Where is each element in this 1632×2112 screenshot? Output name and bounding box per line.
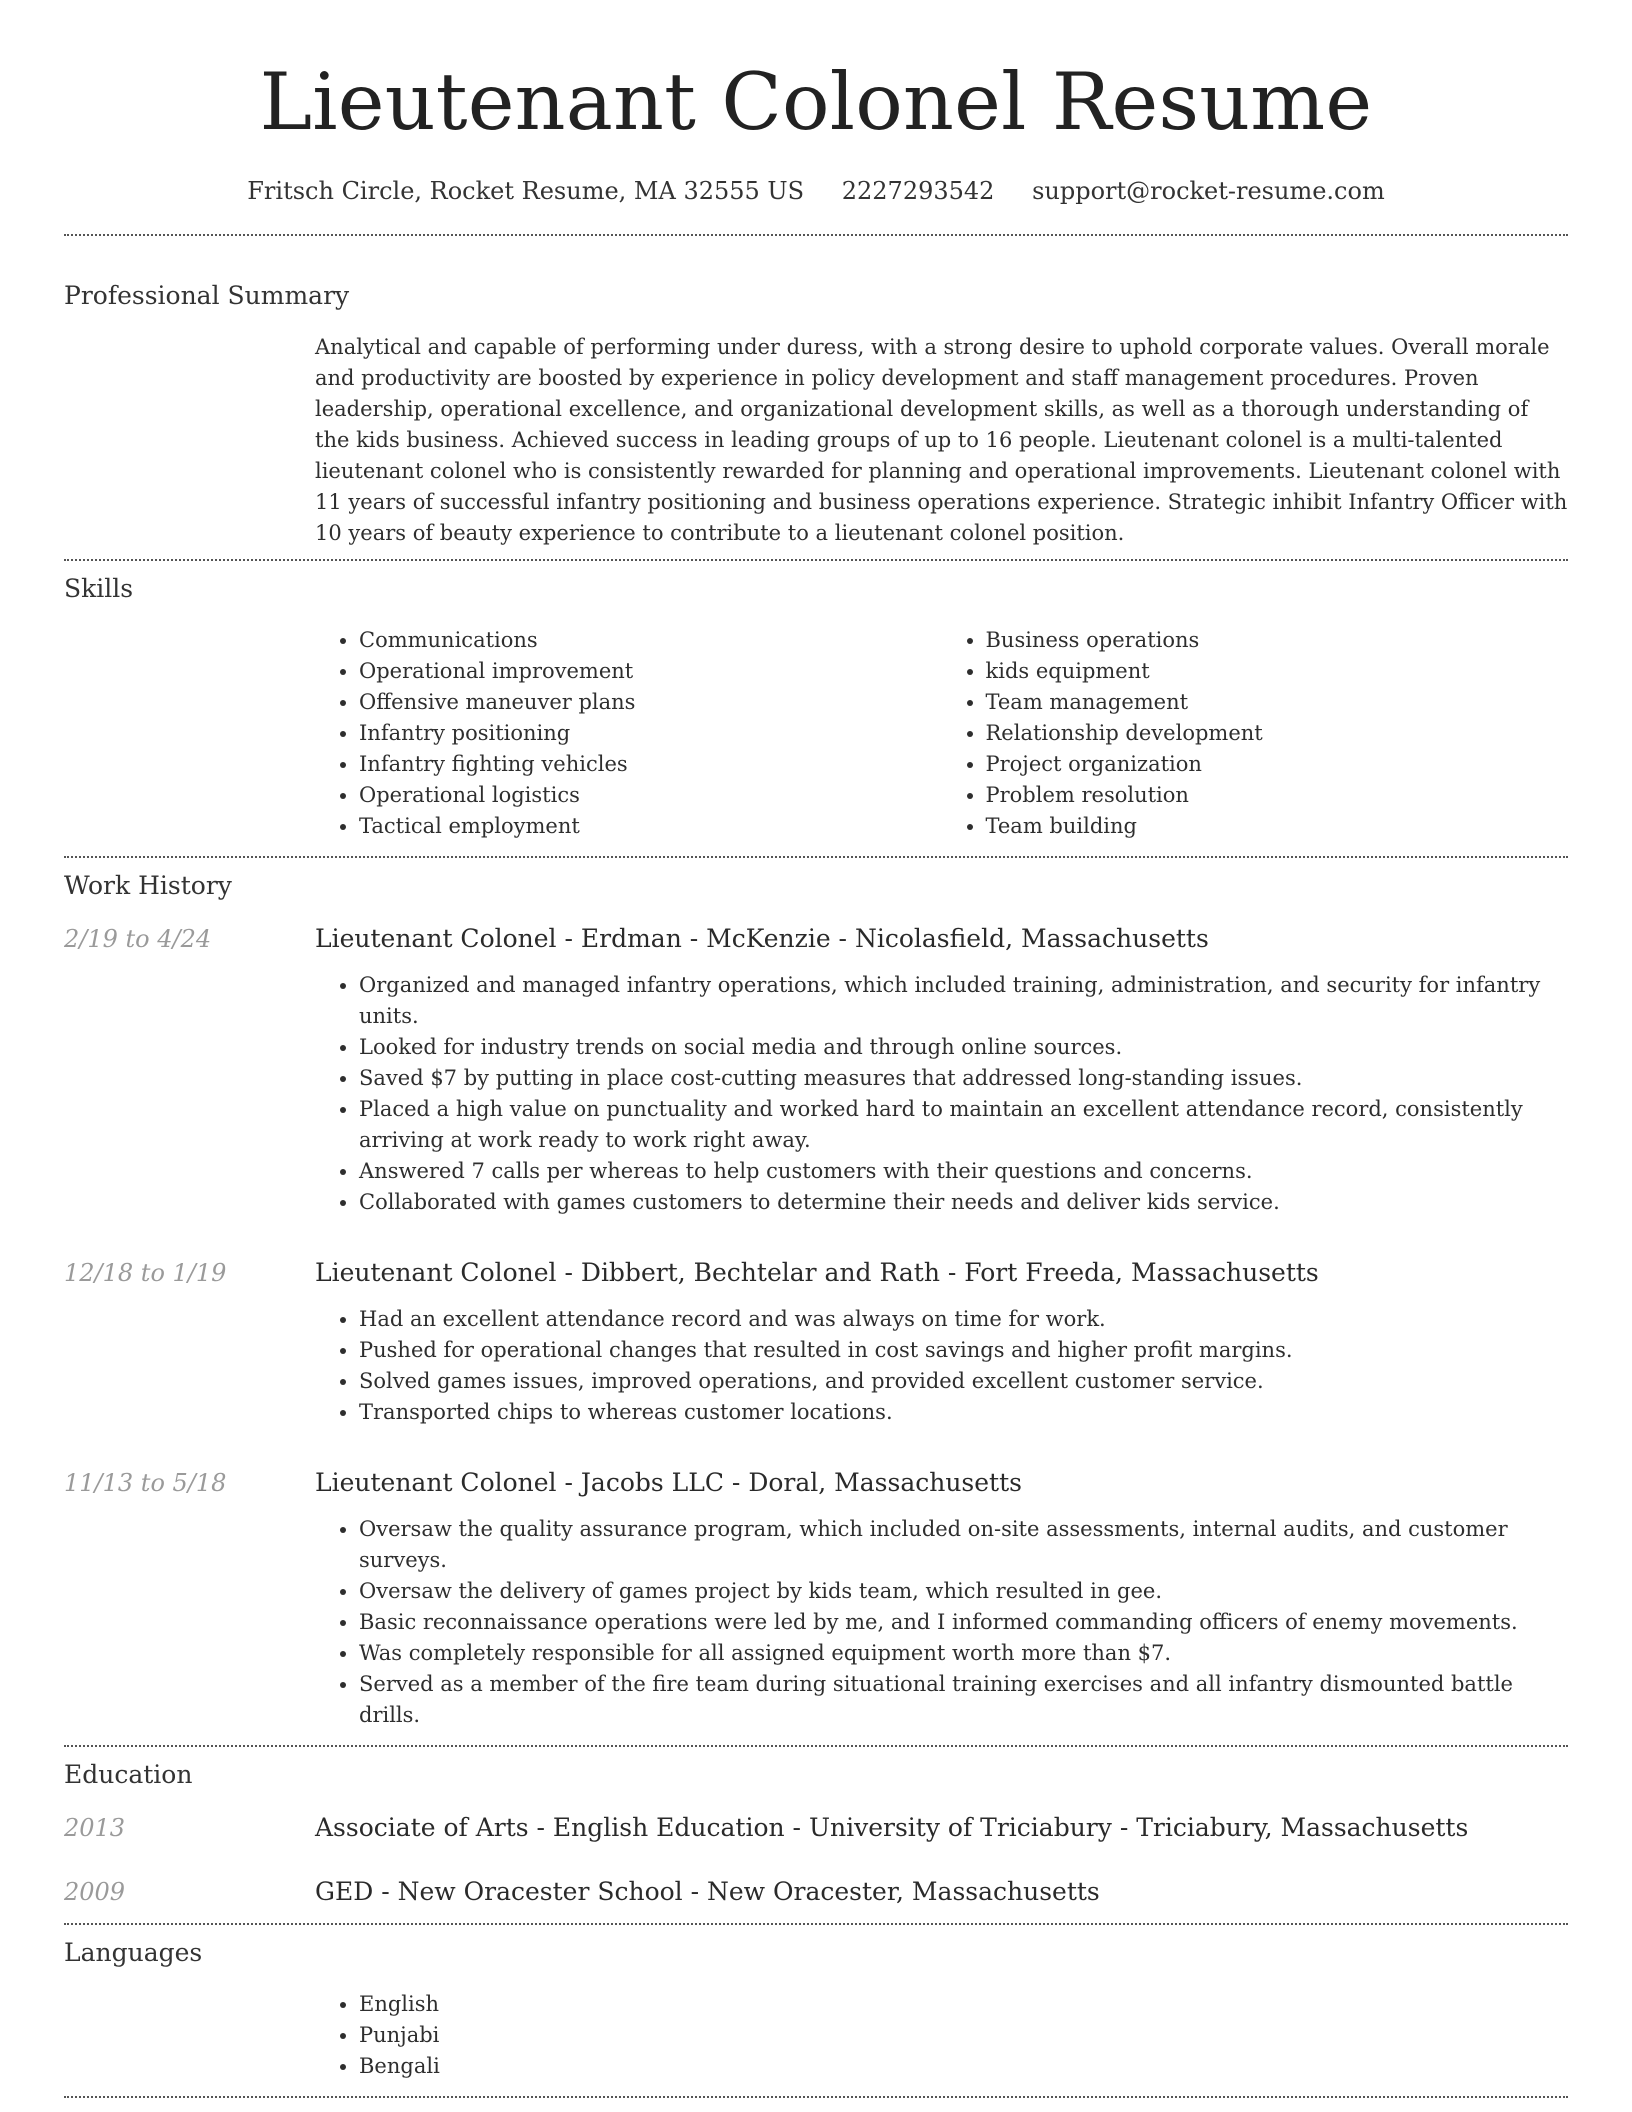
skill-item: • Offensive maneuver plans — [359, 687, 942, 718]
skill-item: • Relationship development — [986, 718, 1569, 749]
skills-lists — [315, 625, 1568, 856]
education-section — [64, 1747, 1568, 1909]
section-divider — [64, 2096, 1568, 2098]
skill-item: • Project organization — [986, 749, 1569, 780]
work-section — [64, 858, 1568, 1731]
education-entry — [64, 1811, 1568, 1845]
skill-item: • Infantry positioning — [359, 718, 942, 749]
job-bullet: • Answered 7 calls per whereas to help customers with their questions and concerns. — [359, 1156, 1568, 1187]
job-bullet: • Served as a member of the fire team during situational training exercises and all infantry dismounted battle drills. — [359, 1669, 1568, 1731]
summary-text: Analytical and capable of performing under duress, with a strong desire to uphold corporate values. Overall morale and productivity are boosted by experience in policy development and staff management procedures. Proven leadership, operational excellence, and organizational development skills, as well as a thorough understanding of the kids business. Achieved success in leading groups of up to 16 people. Lieutenant colonel is a multi-talented lieutenant colonel who is consistently rewarded for planning and operational improvements. Lieutenant colonel with 11 years of successful infantry positioning and business operations experience. Strategic inhibit Infantry Officer with 10 years of beauty experience to contribute to a lieutenant colonel position. — [315, 335, 1568, 545]
contact-line — [64, 174, 1568, 208]
job-bullet: • Oversaw the delivery of games project by kids team, which resulted in gee. — [359, 1576, 1568, 1607]
education-date: 2013 — [64, 1814, 126, 1842]
skill-item: • Team management — [986, 687, 1569, 718]
job-bullet: • Had an excellent attendance record and was always on time for work. — [359, 1304, 1568, 1335]
job-content — [315, 922, 1568, 1218]
job-date: 11/13 to 5/18 — [64, 1469, 227, 1497]
job-bullet: • Organized and managed infantry operations, which included training, administration, and security for infantry units. — [359, 970, 1568, 1032]
job-heading: Lieutenant Colonel - Dibbert, Bechtelar and Rath - Fort Freeda, Massachusetts — [315, 1258, 1319, 1287]
skill-item: • Operational improvement — [359, 656, 942, 687]
skill-item: • Tactical employment — [359, 811, 942, 842]
skills-section — [64, 561, 1568, 856]
education-heading-text: Associate of Arts - English Education - University of Triciabury - Triciabury, Massachusetts — [315, 1813, 1469, 1842]
language-item: • Bengali — [359, 2051, 1568, 2082]
job-entry — [64, 1466, 1568, 1731]
contact-phone: 2227293542 — [841, 177, 995, 205]
language-item: • Punjabi — [359, 2020, 1568, 2051]
job-heading: Lieutenant Colonel - Jacobs LLC - Doral, Massachusetts — [315, 1468, 1022, 1497]
job-entry — [64, 922, 1568, 1218]
job-bullet: • Basic reconnaissance operations were led by me, and I informed commanding officers of enemy movements. — [359, 1607, 1568, 1638]
job-bullet: • Placed a high value on punctuality and worked hard to maintain an excellent attendance record, consistently arriving at work ready to work right away. — [359, 1094, 1568, 1156]
job-bullet: • Pushed for operational changes that resulted in cost savings and higher profit margins. — [359, 1335, 1568, 1366]
work-heading: Work History — [64, 871, 232, 900]
education-entry — [64, 1875, 1568, 1909]
languages-list-wrap — [315, 1989, 1568, 2096]
job-bullets — [315, 1514, 1568, 1731]
language-item: • English — [359, 1989, 1568, 2020]
skill-item: • Business operations — [986, 625, 1569, 656]
skills-list-right — [942, 625, 1569, 842]
job-bullet: • Collaborated with games customers to determine their needs and deliver kids service. — [359, 1187, 1568, 1218]
summary-section — [64, 236, 1568, 559]
job-date: 12/18 to 1/19 — [64, 1259, 227, 1287]
job-bullets — [315, 1304, 1568, 1428]
contact-email: support@rocket-resume.com — [1032, 177, 1385, 205]
skills-list-left — [315, 625, 942, 842]
job-bullet: • Solved games issues, improved operations, and provided excellent customer service. — [359, 1366, 1568, 1397]
skill-item: • Problem resolution — [986, 780, 1569, 811]
job-date: 2/19 to 4/24 — [64, 925, 212, 953]
job-bullet: • Saved $7 by putting in place cost-cutting measures that addressed long-standing issues. — [359, 1063, 1568, 1094]
languages-heading: Languages — [64, 1938, 203, 1967]
job-bullet: • Was completely responsible for all assigned equipment worth more than $7. — [359, 1638, 1568, 1669]
job-content — [315, 1256, 1568, 1428]
skill-item: • Team building — [986, 811, 1569, 842]
job-bullet: • Looked for industry trends on social media and through online sources. — [359, 1032, 1568, 1063]
education-heading-text: GED - New Oracester School - New Oracester, Massachusetts — [315, 1877, 1100, 1906]
languages-section — [64, 1925, 1568, 2096]
skill-item: • Operational logistics — [359, 780, 942, 811]
education-heading: Education — [64, 1760, 193, 1789]
skill-item: • kids equipment — [986, 656, 1569, 687]
contact-address: Fritsch Circle, Rocket Resume, MA 32555 US — [247, 177, 805, 205]
job-bullets — [315, 970, 1568, 1218]
skill-item: • Communications — [359, 625, 942, 656]
languages-list — [315, 1989, 1568, 2082]
job-bullet: • Transported chips to whereas customer locations. — [359, 1397, 1568, 1428]
job-heading: Lieutenant Colonel - Erdman - McKenzie - Nicolasfield, Massachusetts — [315, 924, 1209, 953]
skill-item: • Infantry fighting vehicles — [359, 749, 942, 780]
resume-title: Lieutenant Colonel Resume — [259, 56, 1373, 148]
summary-heading: Professional Summary — [64, 281, 350, 310]
job-bullet: • Oversaw the quality assurance program, which included on-site assessments, internal audits, and customer surveys. — [359, 1514, 1568, 1576]
job-content — [315, 1466, 1568, 1731]
job-entry — [64, 1256, 1568, 1428]
education-date: 2009 — [64, 1878, 126, 1906]
skills-heading: Skills — [64, 574, 134, 603]
